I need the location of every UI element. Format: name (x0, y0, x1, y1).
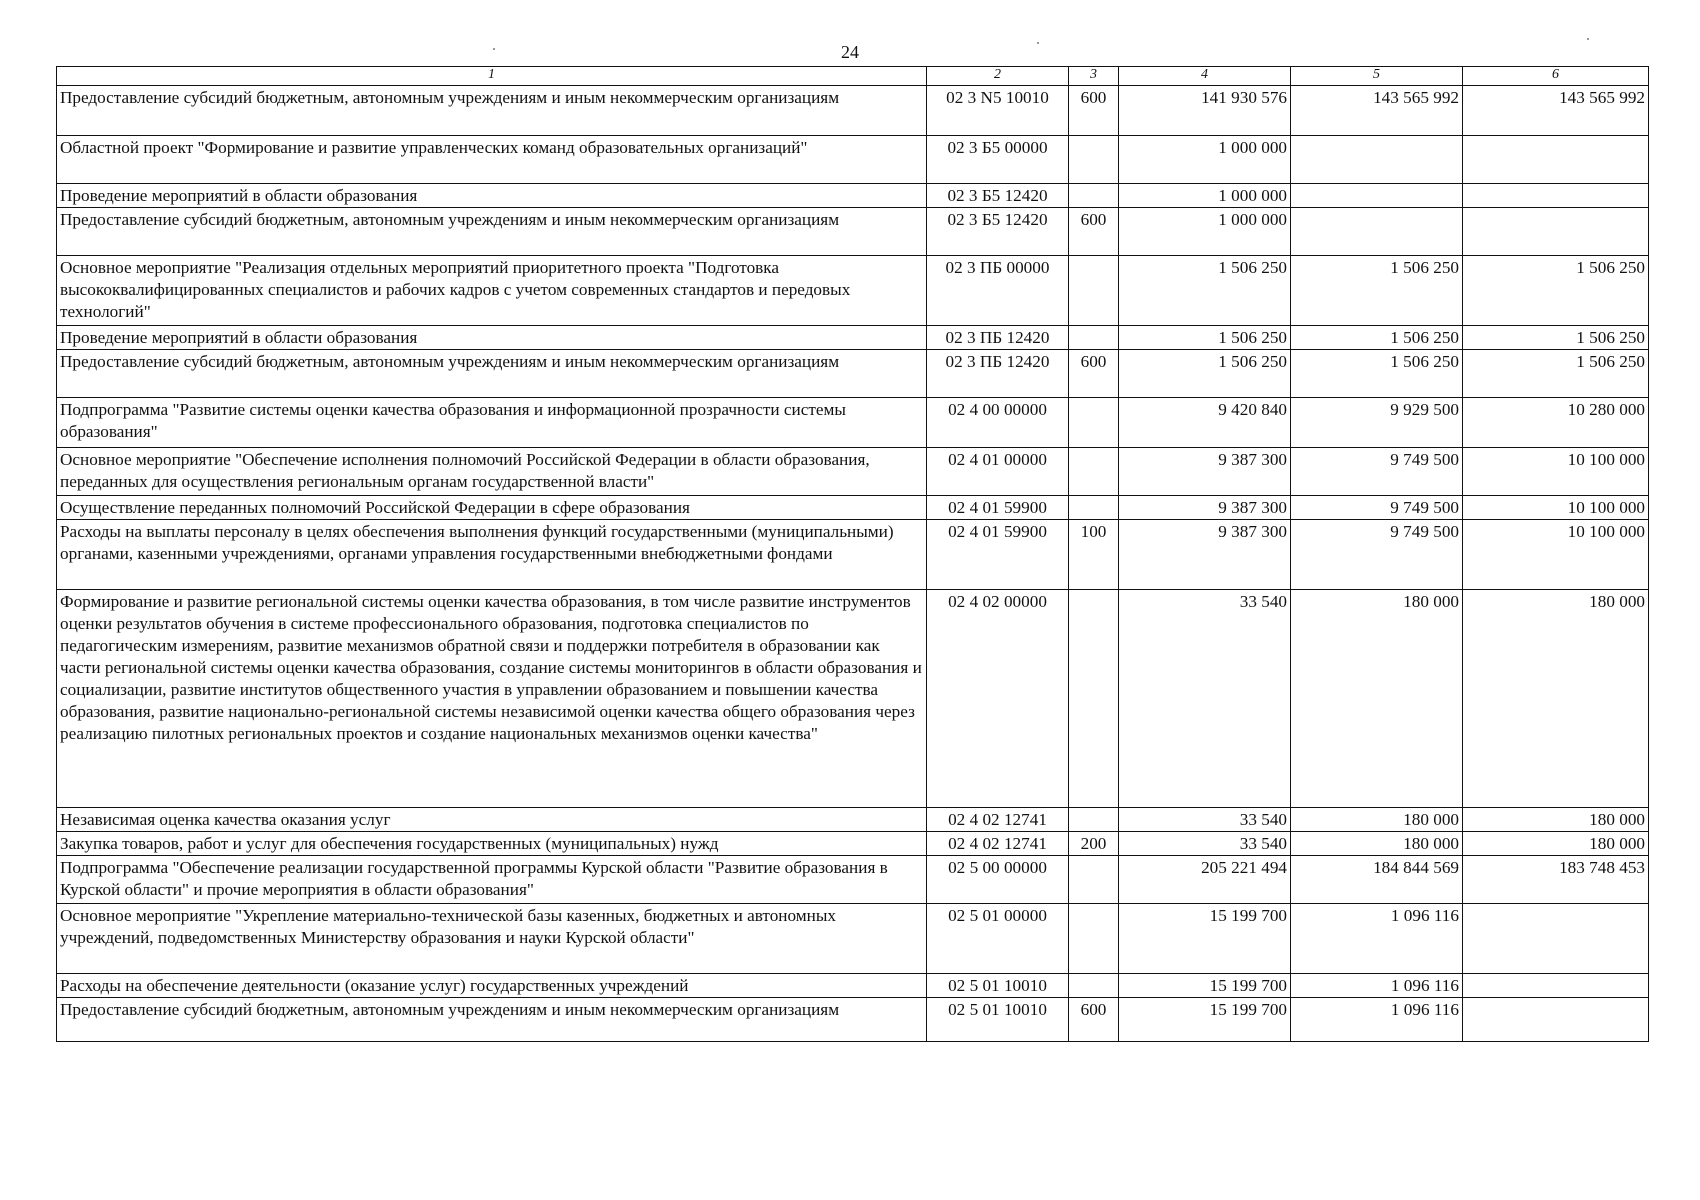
expense-type (1069, 496, 1119, 520)
expense-type (1069, 590, 1119, 808)
budget-code: 02 3 Б5 00000 (927, 136, 1069, 184)
table-row (57, 136, 1649, 184)
amount-col6: 180 000 (1463, 590, 1649, 808)
amount-col4: 1 000 000 (1119, 184, 1291, 208)
amount-col4: 1 506 250 (1119, 256, 1291, 326)
budget-code: 02 5 00 00000 (927, 856, 1069, 904)
amount-col5: 1 506 250 (1291, 350, 1463, 398)
amount-col6: 1 506 250 (1463, 256, 1649, 326)
amount-col6 (1463, 904, 1649, 974)
column-header: 5 (1291, 67, 1463, 86)
expense-type (1069, 856, 1119, 904)
table-header-row (57, 67, 1649, 86)
amount-col5: 9 749 500 (1291, 448, 1463, 496)
table-row (57, 974, 1649, 998)
expense-name: Предоставление субсидий бюджетным, автономным учреждениям и иным некоммерческим организациям (57, 350, 927, 398)
budget-code: 02 4 00 00000 (927, 398, 1069, 448)
table-body (57, 86, 1649, 1042)
amount-col5: 1 096 116 (1291, 904, 1463, 974)
expense-type (1069, 136, 1119, 184)
amount-col4: 9 387 300 (1119, 496, 1291, 520)
amount-col4: 15 199 700 (1119, 974, 1291, 998)
amount-col6: 10 100 000 (1463, 520, 1649, 590)
budget-code: 02 5 01 00000 (927, 904, 1069, 974)
amount-col5: 180 000 (1291, 808, 1463, 832)
column-header: 2 (927, 67, 1069, 86)
expense-name: Областной проект "Формирование и развитие управленческих команд образовательных организаций" (57, 136, 927, 184)
amount-col6 (1463, 208, 1649, 256)
amount-col4: 33 540 (1119, 590, 1291, 808)
amount-col6: 10 100 000 (1463, 496, 1649, 520)
amount-col6 (1463, 136, 1649, 184)
table-row (57, 590, 1649, 808)
amount-col5: 143 565 992 (1291, 86, 1463, 136)
expense-type (1069, 448, 1119, 496)
amount-col4: 1 506 250 (1119, 350, 1291, 398)
table-row (57, 326, 1649, 350)
budget-code: 02 3 ПБ 00000 (927, 256, 1069, 326)
expense-name: Проведение мероприятий в области образования (57, 184, 927, 208)
expense-name: Формирование и развитие региональной системы оценки качества образования, в том числе развитие инструментов оценки результатов обучения в системе профессионального образования, подготовка специалистов по педагогическим измерениям, развитие механизмов обратной связи и поддержки потребителя в образовании как части региональной системы оценки качества образования, создание системы мониторингов в области образования и социализации, развитие институтов общественного участия в управлении образованием и повышении качества образования, развитие национально-региональной системы независимой оценки качества общего образования через реализацию пилотных региональных проектов и создание национальных механизмов оценки качества" (57, 590, 927, 808)
table-row (57, 856, 1649, 904)
scan-speck (1037, 42, 1039, 44)
amount-col6: 10 100 000 (1463, 448, 1649, 496)
amount-col6: 180 000 (1463, 808, 1649, 832)
expense-type (1069, 256, 1119, 326)
amount-col5: 180 000 (1291, 832, 1463, 856)
amount-col5: 9 929 500 (1291, 398, 1463, 448)
expense-type (1069, 326, 1119, 350)
amount-col6: 183 748 453 (1463, 856, 1649, 904)
expense-name: Основное мероприятие "Обеспечение исполнения полномочий Российской Федерации в области образования, переданных для осуществления региональным органам государственной власти" (57, 448, 927, 496)
table-row (57, 208, 1649, 256)
expense-name: Подпрограмма "Обеспечение реализации государственной программы Курской области "Развитие образования в Курской области" и прочие мероприятия в области образования" (57, 856, 927, 904)
budget-table (56, 66, 1649, 1042)
amount-col5: 9 749 500 (1291, 520, 1463, 590)
amount-col4: 1 000 000 (1119, 136, 1291, 184)
expense-type (1069, 184, 1119, 208)
table-row (57, 448, 1649, 496)
amount-col6: 1 506 250 (1463, 350, 1649, 398)
budget-code: 02 4 02 12741 (927, 808, 1069, 832)
expense-type: 600 (1069, 998, 1119, 1042)
budget-code: 02 5 01 10010 (927, 974, 1069, 998)
amount-col4: 33 540 (1119, 808, 1291, 832)
column-header: 6 (1463, 67, 1649, 86)
expense-type (1069, 974, 1119, 998)
budget-code: 02 4 02 12741 (927, 832, 1069, 856)
table-row (57, 350, 1649, 398)
scan-speck (1587, 38, 1589, 40)
expense-type: 600 (1069, 208, 1119, 256)
amount-col5: 1 096 116 (1291, 974, 1463, 998)
amount-col5: 1 506 250 (1291, 326, 1463, 350)
budget-code: 02 5 01 10010 (927, 998, 1069, 1042)
budget-code: 02 4 01 59900 (927, 520, 1069, 590)
budget-code: 02 4 02 00000 (927, 590, 1069, 808)
column-header: 3 (1069, 67, 1119, 86)
budget-code: 02 3 ПБ 12420 (927, 350, 1069, 398)
amount-col4: 9 387 300 (1119, 448, 1291, 496)
expense-name: Предоставление субсидий бюджетным, автономным учреждениям и иным некоммерческим организациям (57, 998, 927, 1042)
amount-col6 (1463, 998, 1649, 1042)
table-row (57, 256, 1649, 326)
table-row (57, 398, 1649, 448)
expense-type (1069, 904, 1119, 974)
expense-type: 600 (1069, 86, 1119, 136)
column-header: 4 (1119, 67, 1291, 86)
amount-col5: 1 096 116 (1291, 998, 1463, 1042)
column-header: 1 (57, 67, 927, 86)
expense-type (1069, 398, 1119, 448)
expense-type: 600 (1069, 350, 1119, 398)
page-number: 24 (841, 42, 859, 62)
table-row (57, 496, 1649, 520)
budget-code: 02 3 Б5 12420 (927, 208, 1069, 256)
amount-col5: 9 749 500 (1291, 496, 1463, 520)
amount-col5: 180 000 (1291, 590, 1463, 808)
expense-type (1069, 808, 1119, 832)
budget-code: 02 3 ПБ 12420 (927, 326, 1069, 350)
amount-col5 (1291, 208, 1463, 256)
expense-type: 200 (1069, 832, 1119, 856)
expense-name: Независимая оценка качества оказания услуг (57, 808, 927, 832)
expense-name: Предоставление субсидий бюджетным, автономным учреждениям и иным некоммерческим организациям (57, 86, 927, 136)
amount-col4: 9 387 300 (1119, 520, 1291, 590)
amount-col4: 205 221 494 (1119, 856, 1291, 904)
expense-name: Осуществление переданных полномочий Российской Федерации в сфере образования (57, 496, 927, 520)
amount-col5 (1291, 184, 1463, 208)
amount-col4: 33 540 (1119, 832, 1291, 856)
expense-name: Расходы на выплаты персоналу в целях обеспечения выполнения функций государственными (муниципальными) органами, казенными учреждениями, органами управления государственными внебюджетными фондами (57, 520, 927, 590)
amount-col4: 1 506 250 (1119, 326, 1291, 350)
budget-code: 02 3 N5 10010 (927, 86, 1069, 136)
amount-col5 (1291, 136, 1463, 184)
budget-code: 02 4 01 00000 (927, 448, 1069, 496)
amount-col4: 15 199 700 (1119, 904, 1291, 974)
table-row (57, 998, 1649, 1042)
expense-name: Предоставление субсидий бюджетным, автономным учреждениям и иным некоммерческим организациям (57, 208, 927, 256)
budget-code: 02 4 01 59900 (927, 496, 1069, 520)
scan-speck (493, 48, 495, 50)
amount-col5: 1 506 250 (1291, 256, 1463, 326)
expense-type: 100 (1069, 520, 1119, 590)
expense-name: Основное мероприятие "Укрепление материально-технической базы казенных, бюджетных и автономных учреждений, подведомственных Министерству образования и науки Курской области" (57, 904, 927, 974)
expense-name: Расходы на обеспечение деятельности (оказание услуг) государственных учреждений (57, 974, 927, 998)
amount-col4: 9 420 840 (1119, 398, 1291, 448)
table-row (57, 832, 1649, 856)
amount-col6 (1463, 184, 1649, 208)
amount-col4: 1 000 000 (1119, 208, 1291, 256)
amount-col6 (1463, 974, 1649, 998)
table-row (57, 86, 1649, 136)
expense-name: Проведение мероприятий в области образования (57, 326, 927, 350)
amount-col4: 141 930 576 (1119, 86, 1291, 136)
amount-col4: 15 199 700 (1119, 998, 1291, 1042)
amount-col5: 184 844 569 (1291, 856, 1463, 904)
table-row (57, 808, 1649, 832)
amount-col6: 180 000 (1463, 832, 1649, 856)
expense-name: Основное мероприятие "Реализация отдельных мероприятий приоритетного проекта "Подготовка высококвалифицированных специалистов и рабочих кадров с учетом современных стандартов и передовых технологий" (57, 256, 927, 326)
table-row (57, 184, 1649, 208)
expense-name: Закупка товаров, работ и услуг для обеспечения государственных (муниципальных) нужд (57, 832, 927, 856)
amount-col6: 1 506 250 (1463, 326, 1649, 350)
budget-code: 02 3 Б5 12420 (927, 184, 1069, 208)
amount-col6: 10 280 000 (1463, 398, 1649, 448)
table-row (57, 904, 1649, 974)
expense-name: Подпрограмма "Развитие системы оценки качества образования и информационной прозрачности системы образования" (57, 398, 927, 448)
table-row (57, 520, 1649, 590)
amount-col6: 143 565 992 (1463, 86, 1649, 136)
